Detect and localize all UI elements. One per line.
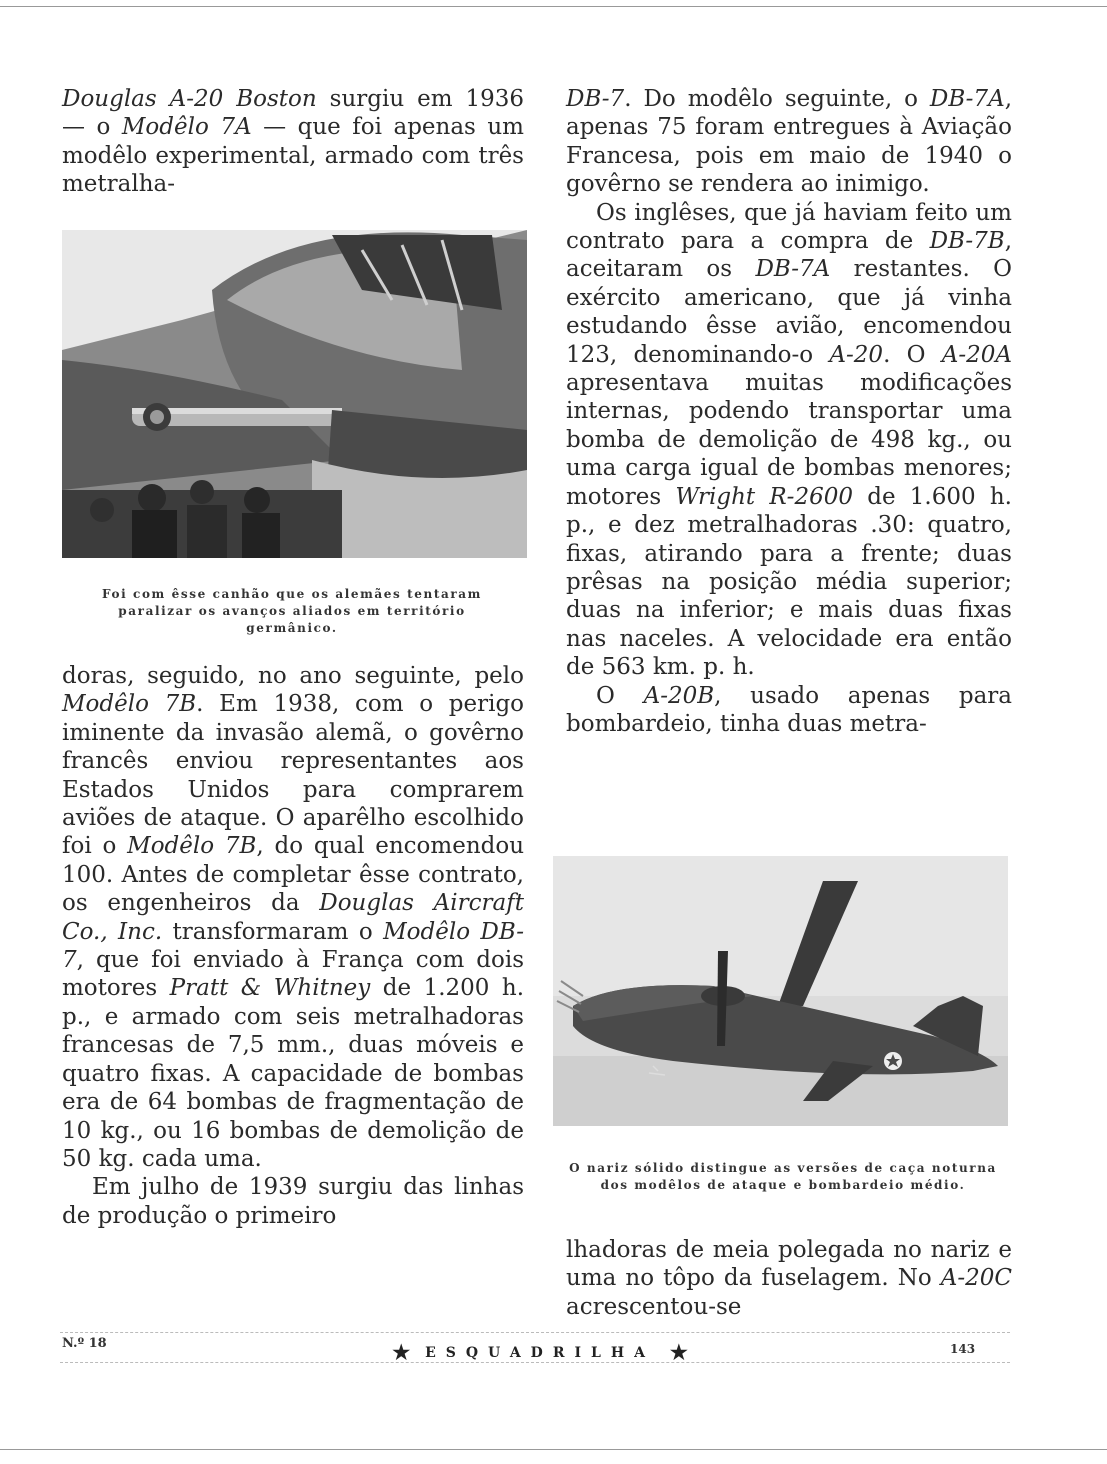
cannon-photo-image [62,230,527,558]
cannon-photo [62,230,527,558]
left-column-top [62,85,524,199]
paragraph: Os inglêses, que já haviam feito um contrato para a compra de DB-7B, aceitaram os DB-7A restantes. O exército americano, que já vinha estudando êsse avião, encomendou 123, denominando-o A-20. O A-20A apresentava muitas modificações internas, podendo transportar uma bomba de demolição de 498 kg., ou uma carga igual de bombas menores; motores Wright R-2600 de 1.600 h. p., e dez metralhadoras .30: quatro, fixas, atirando para a frente; duas prêsas na posição média superior; duas na inferior; e mais duas fixas nas naceles. A velocidade era então de 563 km. p. h. [566,199,1013,681]
paragraph: DB-7. Do modêlo seguinte, o DB-7A, apenas 75 foram entregues à Aviação Francesa, pois em maio de 1940 o govêrno se rendera ao inimigo. [566,86,1012,198]
right-column-bottom [566,1236,1012,1321]
issue-number: N.º 18 [62,1336,107,1351]
page-number: 143 [950,1342,976,1356]
paragraph: Douglas A-20 Boston surgiu em 1936 — o Modêlo 7A — que foi apenas um modêlo experimental, armado com três metralha- [62,86,525,198]
star-icon: ★ [669,1340,688,1364]
magazine-name [360,1340,720,1364]
left-column-bottom [62,662,524,1230]
plane-photo-caption: O nariz sólido distingue as versões de caça noturna dos modêlos de ataque e bombardeio médio. [569,1161,997,1192]
page-edge-bottom [0,1449,1107,1450]
cannon-photo-caption: Foi com êsse canhão que os alemães tentaram paralizar os avanços aliados em território germânico. [102,587,482,635]
plane-photo-image [553,856,1008,1126]
page-edge-top [0,6,1107,7]
star-icon: ★ [392,1340,411,1364]
paragraph: doras, seguido, no ano seguinte, pelo Modêlo 7B. Em 1938, com o perigo iminente da invasão alemã, o govêrno francês enviou representantes aos Estados Unidos para comprarem aviões de ataque. O aparêlho escolhido foi o Modêlo 7B, do qual encomendou 100. Antes de completar êsse contrato, os engenheiros da Douglas Aircraft Co., Inc. transformaram o Modêlo DB-7, que foi enviado à França com dois motores Pratt & Whitney de 1.200 h. p., e armado com seis metralhadoras francesas de 7,5 mm., duas móveis e quatro fixas. A capacidade de bombas era de 64 bombas de fragmentação de 10 kg., ou 16 bombas de demolição de 50 kg. cada uma. [62,663,525,1172]
footer-rule-top [60,1332,1010,1333]
magazine-title: ESQUADRILHA [425,1345,655,1361]
paragraph: O A-20B, usado apenas para bombardeio, tinha duas metra- [566,682,1012,737]
right-column-top [566,85,1012,738]
paragraph: lhadoras de meia polegada no nariz e uma no tôpo da fuselagem. No A-20C acrescentou-se [566,1237,1012,1320]
paragraph: Em julho de 1939 surgiu das linhas de produção o primeiro [62,1174,524,1229]
footer-rule-bottom [60,1362,1010,1363]
plane-photo [553,856,1008,1126]
